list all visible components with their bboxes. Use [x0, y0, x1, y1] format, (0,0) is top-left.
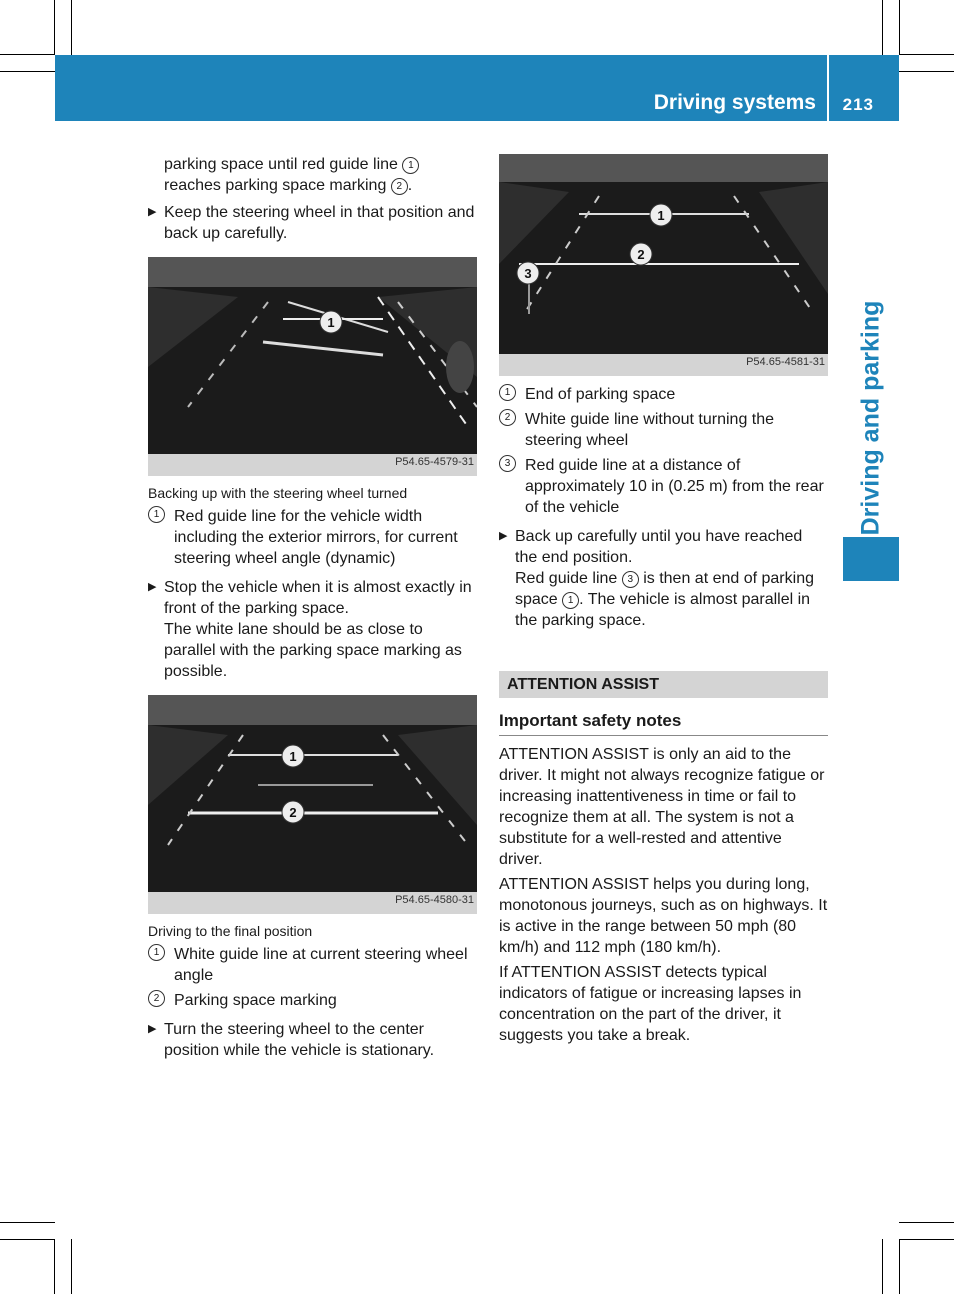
body-paragraph: ATTENTION ASSIST is only an aid to the driver. It might not always recognize fatigue or increasing inattentiveness in time or fail to recognize them at all. The system is not a substitute for a well-rested and attentive driver.	[499, 746, 825, 868]
section-heading: ATTENTION ASSIST	[499, 671, 828, 698]
rear-camera-view	[499, 154, 828, 354]
intro-line-2: reaches parking space marking	[164, 177, 387, 194]
step-note: is then at end of parking space	[515, 570, 814, 608]
crop-mark	[899, 0, 900, 55]
legend-item	[148, 506, 477, 569]
step-text: Stop the vehicle when it is almost exactly in front of the parking space.	[164, 579, 472, 617]
legend-text: White guide line at current steering wheel angle	[174, 946, 468, 984]
side-chapter-title: Driving and parking	[856, 300, 885, 536]
body-paragraph: ATTENTION ASSIST helps you during long, monotonous journeys, such as on highways. It is active in the range between 50 mph (80 km/h) and 112 mph (180 km/h).	[499, 876, 828, 956]
callout-number: 1	[562, 592, 579, 609]
legend-item	[148, 990, 477, 1011]
crop-mark	[54, 0, 55, 55]
crop-mark	[0, 54, 55, 55]
step-text: Keep the steering wheel in that position and back up carefully.	[164, 204, 475, 242]
instruction-step	[148, 202, 477, 244]
step-note: Red guide line	[515, 570, 618, 587]
callout-number: 1	[148, 506, 165, 523]
callout-number: 2	[499, 409, 516, 426]
crop-mark	[0, 71, 55, 72]
callout-3-label: 3	[524, 266, 532, 281]
callout-2-label: 2	[289, 805, 297, 820]
step-note: The white lane should be as close to parallel with the parking space marking as possible.	[164, 621, 462, 680]
callout-number: 1	[499, 384, 516, 401]
crop-mark	[54, 1239, 55, 1294]
legend-item	[499, 409, 828, 451]
instruction-step	[148, 1019, 477, 1061]
figure-caption: Driving to the final position	[148, 923, 313, 939]
subheading: Important safety notes	[499, 710, 828, 736]
step-arrow-icon: ▶	[148, 1023, 157, 1035]
step-text: Back up carefully until you have reached the end position.	[515, 528, 803, 566]
legend-text: Red guide line at a distance of approximately 10 in (0.25 m) from the rear of the vehicle	[525, 457, 824, 516]
figure-caption: Backing up with the steering wheel turned	[148, 485, 408, 501]
body-paragraph: If ATTENTION ASSIST detects typical indicators of fatigue or increasing lapses in concentration on the part of the driver, it suggests you take a break.	[499, 964, 802, 1044]
legend-text: Red guide line for the vehicle width including the exterior mirrors, for current steering wheel angle (dynamic)	[174, 508, 458, 567]
legend-item	[499, 455, 828, 518]
intro-line-1: parking space until red guide line	[164, 156, 398, 173]
camera-image-1	[148, 257, 477, 476]
legend-text: White guide line without turning the steering wheel	[525, 411, 775, 449]
legend-text: Parking space marking	[174, 992, 337, 1009]
left-column	[148, 154, 477, 1061]
callout-1-label: 1	[657, 208, 665, 223]
intro-text: parking space until red guide line 1 reaches parking space marking 2 .	[148, 154, 477, 196]
crop-mark	[882, 1239, 883, 1294]
callout-number: 3	[622, 571, 639, 588]
image-code: P54.65-4579-31	[395, 456, 474, 468]
legend-text: End of parking space	[525, 386, 676, 403]
page-header	[55, 55, 899, 121]
crop-mark	[899, 1239, 954, 1240]
step-arrow-icon: ▶	[148, 206, 157, 218]
step-arrow-icon: ▶	[499, 530, 508, 542]
callout-1-label: 1	[289, 749, 297, 764]
camera-image-3	[499, 154, 828, 376]
instruction-step	[148, 577, 477, 682]
callout-2-label: 2	[637, 247, 645, 262]
crop-mark	[0, 1222, 55, 1223]
callout-number: 1	[402, 157, 419, 174]
header-divider	[827, 55, 829, 121]
crop-mark	[71, 1239, 72, 1294]
side-chapter-tab	[843, 537, 899, 581]
callout-number: 3	[499, 455, 516, 472]
image-code: P54.65-4581-31	[746, 356, 825, 368]
callout-1-label: 1	[327, 315, 335, 330]
callout-number: 2	[391, 178, 408, 195]
crop-mark	[71, 0, 72, 55]
section-title: Driving systems	[653, 91, 816, 114]
crop-mark	[899, 71, 954, 72]
rear-camera-view	[148, 257, 477, 454]
image-code: P54.65-4580-31	[395, 894, 474, 906]
rear-camera-view	[148, 695, 477, 892]
crop-mark	[882, 0, 883, 55]
callout-number: 2	[148, 990, 165, 1007]
crop-mark	[899, 1222, 954, 1223]
right-column	[499, 154, 828, 1046]
step-note: . The vehicle is almost parallel in the parking space.	[515, 591, 811, 629]
crop-mark	[899, 1239, 900, 1294]
legend-item	[148, 944, 477, 986]
step-text: Turn the steering wheel to the center position while the vehicle is stationary.	[164, 1021, 435, 1059]
crop-mark	[0, 1239, 55, 1240]
callout-number: 1	[148, 944, 165, 961]
page-number: 213	[842, 95, 874, 114]
crop-mark	[899, 54, 954, 55]
camera-image-2	[148, 695, 477, 914]
step-arrow-icon: ▶	[148, 581, 157, 593]
instruction-step	[499, 526, 828, 631]
legend-item	[499, 384, 828, 405]
